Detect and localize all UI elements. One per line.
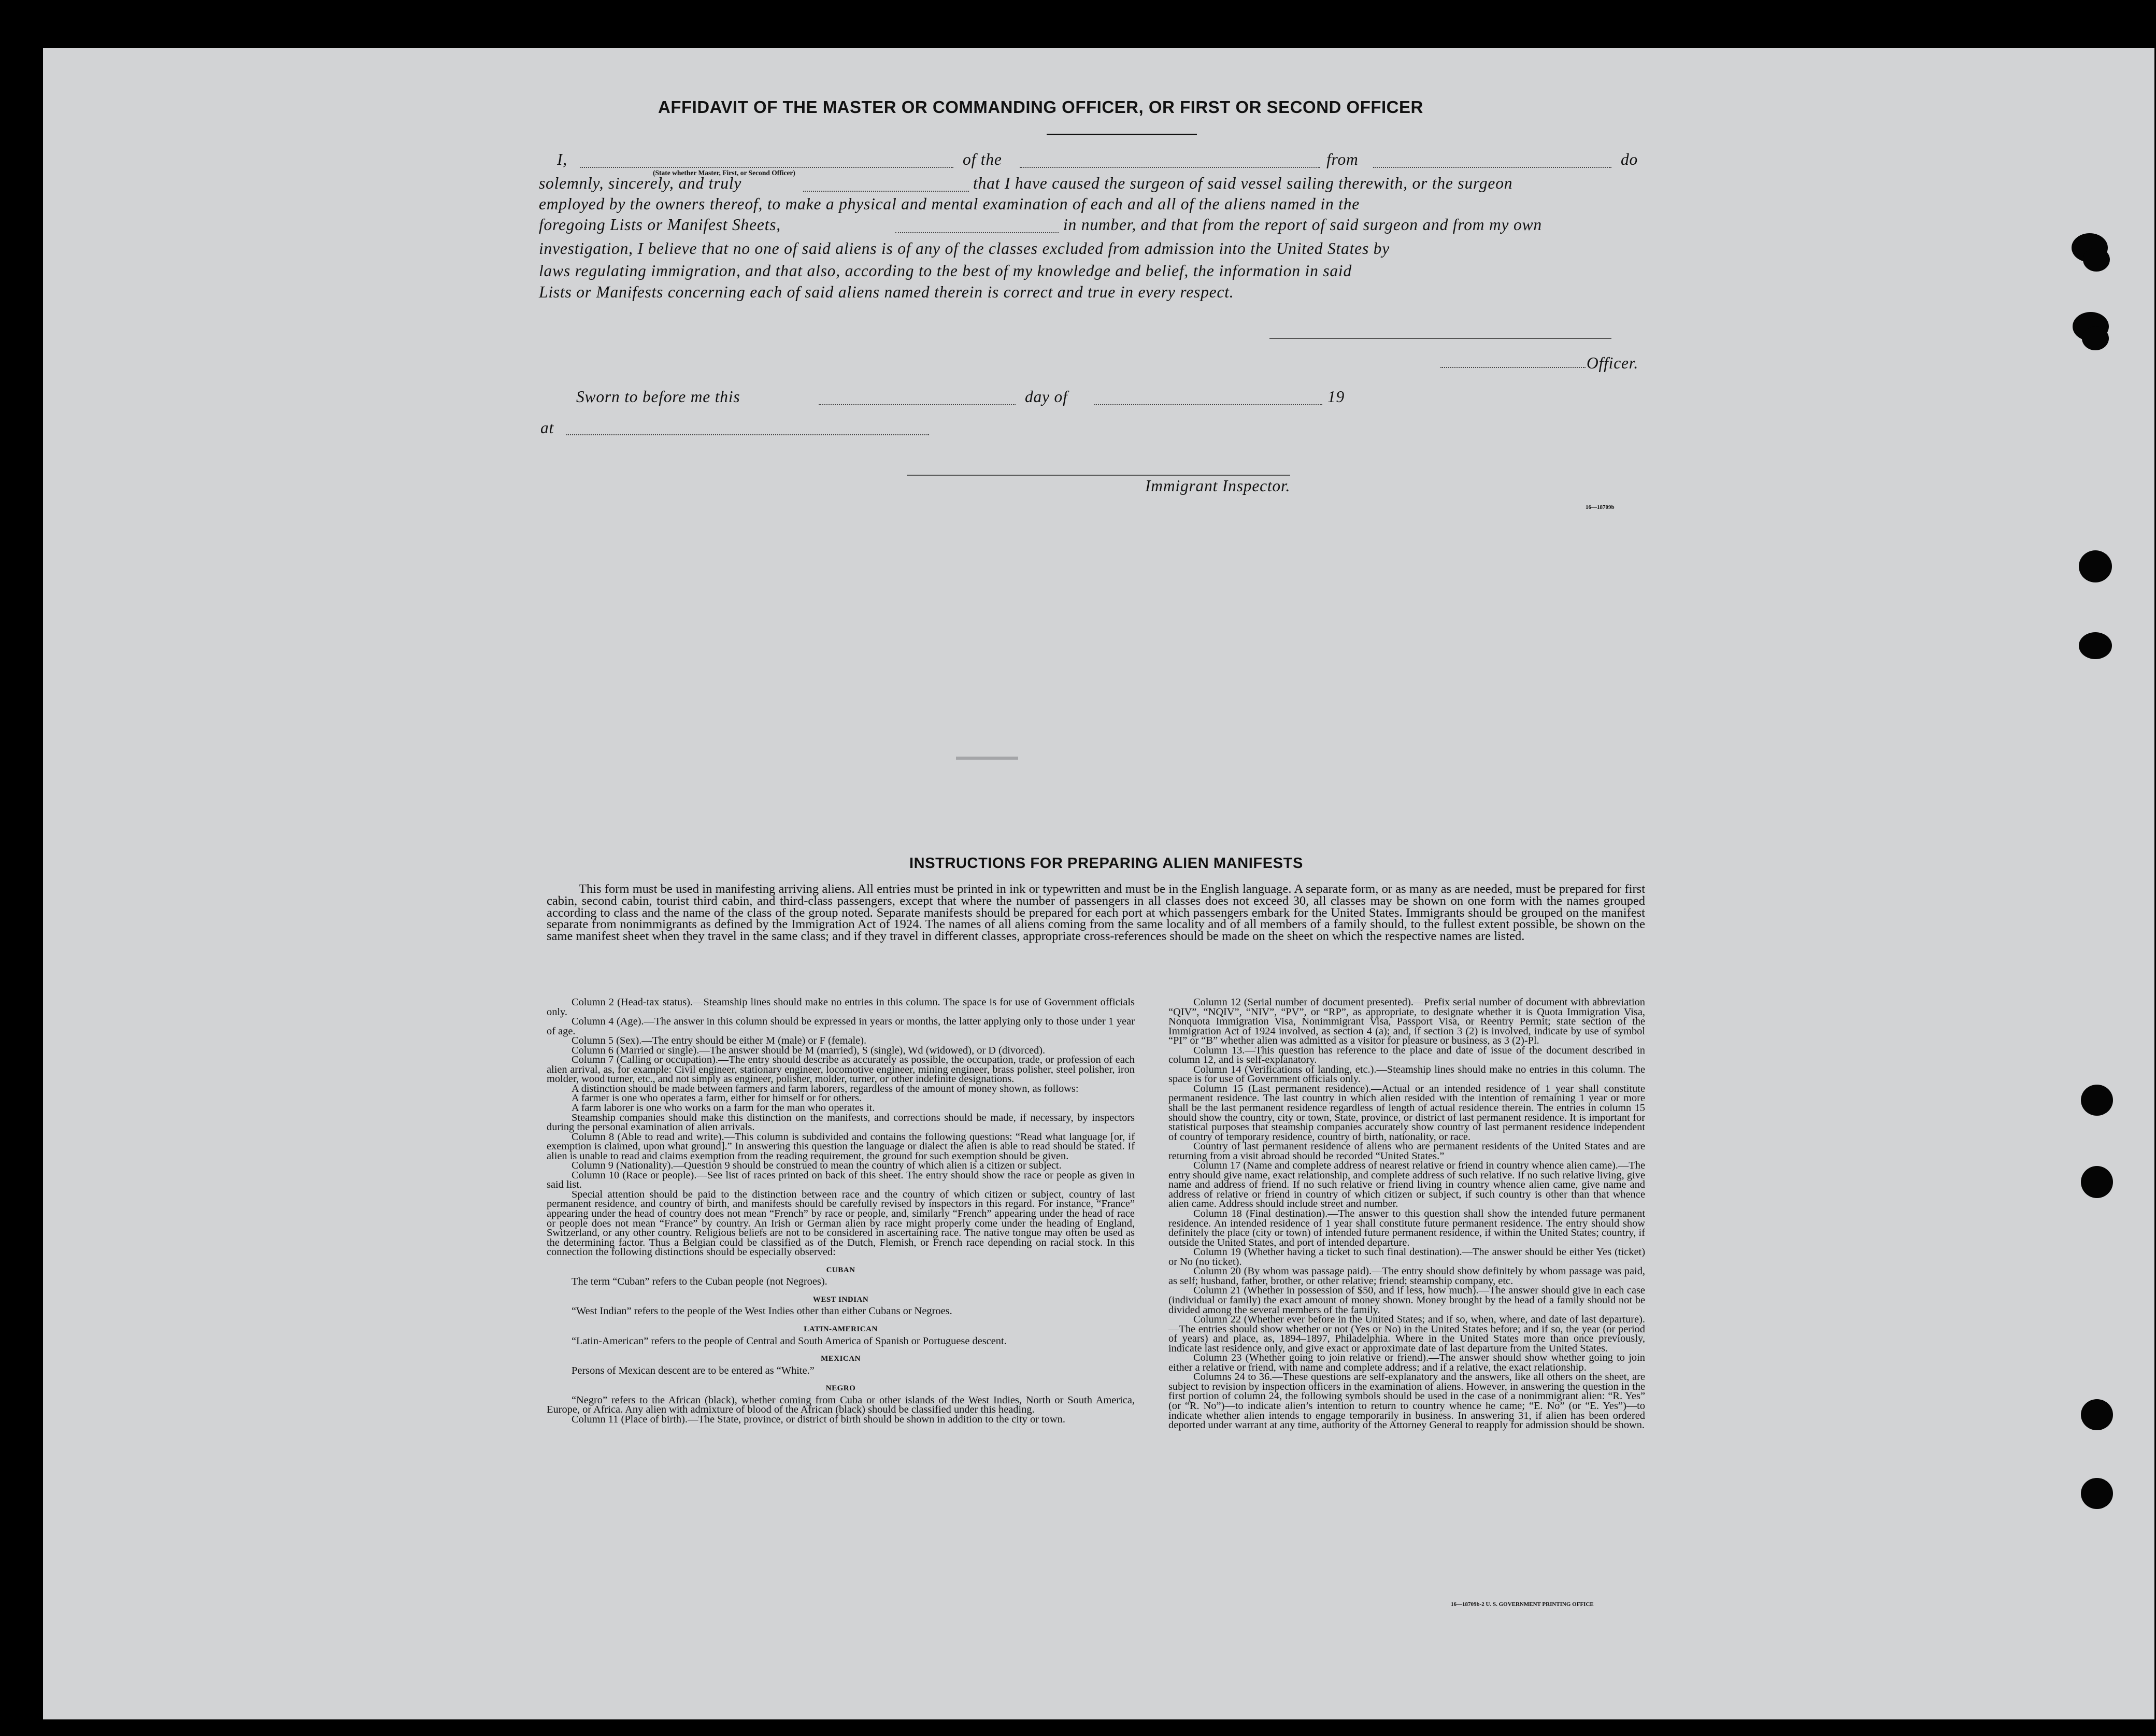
intro-paragraph: This form must be used in manifesting arriving aliens. All entries must be printed in ink or typewritten and must be in the English language. A separate form, or as many as are needed, must be prepared for first cabin, second cabin, tourist third cabin, and third-class passengers, except that where the number of passengers in all classes does not exceed 30, all classes may be shown on one form with the names grouped according to class and the name of the class of the group noted. Separate manifests should be prepared for each port at which passengers embark for the United States. Immigrants should be grouped on the manifest separate from nonimmigrants as defined by the Immigration Act of 1924. The names of all aliens coming from the same locality and of all members of a family should, to the fullest extent possible, be shown on the same manifest sheet when they travel in the same class; and if they travel in different classes, appropriate cross-references should be made on the sheet on which the respective names are listed.: [547, 882, 1645, 944]
definition-negro: “Negro” refers to the African (black), whether coming from Cuba or other islands of the West Indies, North or South America, Europe, or Africa. Any alien with admixture of blood of the African (black) should be classified under this heading.: [547, 1394, 1135, 1416]
affidavit-line-7: Lists or Manifests concerning each of said aliens named therein is correct and true in every respect.: [539, 283, 1234, 301]
officer-title-blank: [1440, 367, 1586, 368]
instruction-column-23: Column 23 (Whether going to join relative or friend).—The answer should show whether going to join either a relative or friend, with name and complete address; and if a relative, the exact relationship.: [1168, 1352, 1645, 1373]
instruction-column-4: Column 4 (Age).—The answer in this column should be expressed in years or months, the latter applying only to those under 1 year of age.: [547, 1016, 1135, 1037]
instruction-column-18: Column 18 (Final destination).—The answer to this question shall show the intended future permanent residence. An intended residence of 1 year shall constitute future permanent residence. The entry should show definitely the place (city or town) of intended future permanent residence, if within the United States; country, if outside the United States, and port of intended departure.: [1168, 1208, 1645, 1248]
word-i: I,: [557, 150, 567, 168]
instruction-column-12: Column 12 (Serial number of document presented).—Prefix serial number of document with abbreviation “QIV”, “NQIV”, “NIV”, “PV”, or “RP”, as appropriate, to designate whether it is Quota Immigration Visa, Nonquota Immigration Visa, Nonimmigrant Visa, Passport Visa, or Reentry Permit; state section of the Immigration Act of 1924 involved, as section 4 (a); and, if section 3 (2) is involved, indicate by use of symbol “PI” or “B” whether alien was admitted as a visitor for pleasure or business, as 3 (2)-Pl.: [1168, 997, 1645, 1047]
binder-hole: [2079, 632, 2112, 659]
instruction-columns-24-36: Columns 24 to 36.—These questions are self-explanatory and the answers, like all others on the sheet, are subject to revision by inspection officers in the examination of aliens. However, in answering the question in the first portion of column 24, the following symbols should be used in the case of a nonimmigrant alien: “R. Yes” (or “R. No”)—to indicate alien’s intention to return to country whence he came; “E. No” (or “E. Yes”)—to indicate whether alien intends to engage temporarily in business. In answering 31, if alien has been ordered deported under warrant at any time, authority of the Attorney General to reapply for admission should be shown.: [1168, 1371, 1645, 1431]
instruction-column-17: Column 17 (Name and complete address of nearest relative or friend in country whence alien came).—The entry should give name, exact relationship, and complete address of such relative. If no such relative living, give name and address of friend. If no such relative or friend living in country whence alien came, give name and address of relative or friend in country of which citizen or subject, if such country is other than that whence alien came. Address should include street and number.: [1168, 1160, 1645, 1210]
port-from-blank: [1373, 167, 1611, 168]
instruction-column-6: Column 6 (Married or single).—The answer should be M (married), S (single), Wd (widowed), or D (divorced).: [572, 1044, 1046, 1056]
binder-hole: [2081, 1399, 2113, 1430]
word-do: do: [1621, 150, 1638, 168]
instruction-column-7: Column 7 (Calling or occupation).—The entry should describe as accurately as possible, the occupation, trade, or profession of each alien arrival, as, for example: Civil engineer, stationary engineer, locomotive engineer, mining engineer, brass polisher, steel polisher, iron molder, wood turner, etc., and not simply as engineer, polisher, molder, turner, or other indefinite designations.: [547, 1054, 1135, 1085]
affidavit-form-number: 16—18709b: [1586, 504, 1615, 510]
title-underline: [1047, 134, 1197, 135]
instructions-title: INSTRUCTIONS FOR PREPARING ALIEN MANIFESTS: [909, 855, 1303, 872]
definition-mexican: Persons of Mexican descent are to be entered as “White.”: [572, 1364, 815, 1376]
affidavit-line-4: in number, and that from the report of said surgeon and from my own: [1063, 216, 1542, 234]
instruction-column-13: Column 13.—This question has reference to the place and date of issue of the document described in column 12, and is self-explanatory.: [1168, 1044, 1645, 1066]
officer-rank-blank: [580, 167, 953, 168]
instruction-column-15-note: Country of last permanent residence of aliens who are permanent residents of the United States and are returning from a visit abroad should be recorded “United States.”: [1168, 1141, 1645, 1162]
affidavit-line-6: laws regulating immigration, and that also, according to the best of my knowledge and belief, the information in said: [539, 262, 1352, 280]
printer-footer: 16—18709b-2 U. S. GOVERNMENT PRINTING OFFICE: [1451, 1601, 1594, 1607]
instruction-farm-laborer: A farm laborer is one who works on a farm for the man who operates it.: [572, 1102, 875, 1114]
word-foregoing: foregoing Lists or Manifest Sheets,: [539, 216, 781, 234]
affidavit-line-2: that I have caused the surgeon of said vessel sailing therewith, or the surgeon: [973, 174, 1513, 192]
word-of-the: of the: [963, 150, 1002, 168]
binder-hole: [2083, 248, 2110, 272]
instruction-column-2: Column 2 (Head-tax status).—Steamship lines should make no entries in this column. The space is for use of Government officials only.: [547, 997, 1135, 1018]
binder-hole: [2081, 1478, 2113, 1509]
instruction-column-22: Column 22 (Whether ever before in the United States; and if so, when, where, and date of last departure).—The entries should show whether or not (Yes or No) in the United States before; and if so, the year (or period of years) and place, as, 1894–1897, Philadelphia. Where in the United States more than once previously, indicate last residence only, and give exact or approximate date of last departure from the United States.: [1168, 1314, 1645, 1354]
heading-latin-american: LATIN-AMERICAN: [804, 1325, 878, 1333]
instructions-right-column: [1168, 998, 1645, 1430]
heading-negro: NEGRO: [825, 1384, 856, 1393]
inspector-signature-line: [907, 475, 1290, 476]
officer-rank-note: (State whether Master, First, or Second Officer): [653, 169, 795, 177]
instruction-race-distinction: Special attention should be paid to the distinction between race and the country of which citizen or subject, country of last permanent residence, and country of birth, and manifests should be carefully revised by inspectors in this regard. For instance, “France” appearing under the head of country does not mean “French” by race or people, and, similarly “French” appearing under the head of race or people does not mean “France” by country. An Irish or German alien by race might properly come under the heading of England, Switzerland, or any other country. Religious beliefs are not to be considered in ascertaining race. The native tongue may often be used as the determining factor. Thus a Belgian could be classified as of the Dutch, Flemish, or French race depending on racial stock. In this connection the following distinctions should be especially observed:: [547, 1188, 1135, 1258]
heading-cuban: CUBAN: [826, 1265, 855, 1274]
instruction-column-15: Column 15 (Last permanent residence).—Actual or an intended residence of 1 year shall constitute permanent residence. The last country in which alien resided with the intention of remaining 1 year or more shall be the last permanent residence regardless of length of actual residence therein. The entries in column 15 should show the country, city or town, State, province, or district of last permanent residence. It is important for statistical purposes that steamship companies accurately show country of last permanent residence independent of country of temporary residence, country of birth, nationality, or race.: [1168, 1083, 1645, 1143]
heading-mexican: MEXICAN: [821, 1355, 861, 1363]
instruction-column-9: Column 9 (Nationality).—Question 9 should be construed to mean the country of which alien is a citizen or subject.: [572, 1160, 1062, 1172]
word-sworn: Sworn to before me this: [576, 388, 740, 406]
word-year: 19: [1327, 388, 1345, 406]
fold-mark: [956, 757, 1018, 760]
instruction-column-5: Column 5 (Sex).—The entry should be either M (male) or F (female).: [572, 1035, 867, 1047]
instructions-left-column: [547, 998, 1135, 1424]
binder-hole: [2081, 1085, 2113, 1116]
instruction-steamship-distinction: Steamship companies should make this distinction on the manifests, and corrections should be made, if necessary, by inspectors during the personal examination of alien arrivals.: [547, 1112, 1135, 1133]
affidavit-title: AFFIDAVIT OF THE MASTER OR COMMANDING OFFICER, OR FIRST OR SECOND OFFICER: [658, 97, 1423, 117]
sworn-month-blank: [1094, 404, 1322, 405]
definition-cuban: The term “Cuban” refers to the Cuban people (not Negroes).: [572, 1276, 827, 1288]
instruction-farmer-distinction: A distinction should be made between farmers and farm laborers, regardless of the amount of money shown, as follows:: [572, 1083, 1079, 1094]
sworn-place-blank: [566, 434, 929, 435]
inspector-label: Immigrant Inspector.: [1145, 477, 1291, 495]
affidavit-line-3: employed by the owners thereof, to make a physical and mental examination of each and all of the aliens named in the: [539, 195, 1360, 213]
instruction-column-8: Column 8 (Able to read and write).—This column is subdivided and contains the following questions: “Read what language [or, if exemption is claimed, upon what ground].” In answering this question the language or dialect the alien is able to read should be stated. If alien is unable to read and claims exemption from the reading requirement, the ground for such exemption should be given.: [547, 1131, 1135, 1162]
instruction-farmer: A farmer is one who operates a farm, either for himself or for others.: [572, 1092, 862, 1104]
binder-hole: [2082, 326, 2109, 350]
instructions-intro: [547, 884, 1645, 943]
sheet-count-blank: [895, 232, 1059, 233]
definition-latin-american: “Latin-American” refers to the people of Central and South America of Spanish or Portuguese descent.: [572, 1335, 1007, 1347]
binder-hole: [2081, 1166, 2113, 1198]
instruction-column-11: Column 11 (Place of birth).—The State, province, or district of birth should be shown in addition to the city or town.: [572, 1413, 1065, 1425]
sworn-day-blank: [819, 404, 1016, 405]
sworn-type-blank: [803, 191, 969, 192]
officer-label: Officer.: [1587, 354, 1639, 372]
word-day-of: day of: [1025, 388, 1068, 406]
word-from: from: [1326, 150, 1359, 168]
instruction-column-10: Column 10 (Race or people).—See list of races printed on back of this sheet. The entry should show the race or people as given in said list.: [547, 1169, 1135, 1191]
vessel-name-blank: [1020, 167, 1320, 168]
officer-signature-line: [1269, 338, 1611, 339]
instruction-column-20: Column 20 (By whom was passage paid).—The entry should show definitely by whom passage was paid, as self; husband, father, brother, or other relative; friend; steamship company, etc.: [1168, 1265, 1645, 1287]
instruction-column-19: Column 19 (Whether having a ticket to such final destination).—The answer should be either Yes (ticket) or No (no ticket).: [1168, 1246, 1645, 1268]
instruction-column-14: Column 14 (Verifications of landing, etc.).—Steamship lines should make no entries in this column. The space is for use of Government officials only.: [1168, 1063, 1645, 1085]
instruction-column-21: Column 21 (Whether in possession of $50, and if less, how much).—The answer should give in each case (individual or family) the exact amount of money shown. Money brought by the head of a family should not be divided among the several members of the family.: [1168, 1285, 1645, 1316]
definition-west-indian: “West Indian” refers to the people of the West Indies other than either Cubans or Negroes.: [572, 1305, 952, 1317]
binder-hole: [2079, 550, 2112, 582]
word-solemnly: solemnly, sincerely, and truly: [539, 174, 742, 192]
heading-west-indian: WEST INDIAN: [812, 1295, 869, 1304]
affidavit-line-5: investigation, I believe that no one of said aliens is of any of the classes excluded from admission into the United States by: [539, 239, 1390, 258]
word-at: at: [540, 419, 554, 437]
